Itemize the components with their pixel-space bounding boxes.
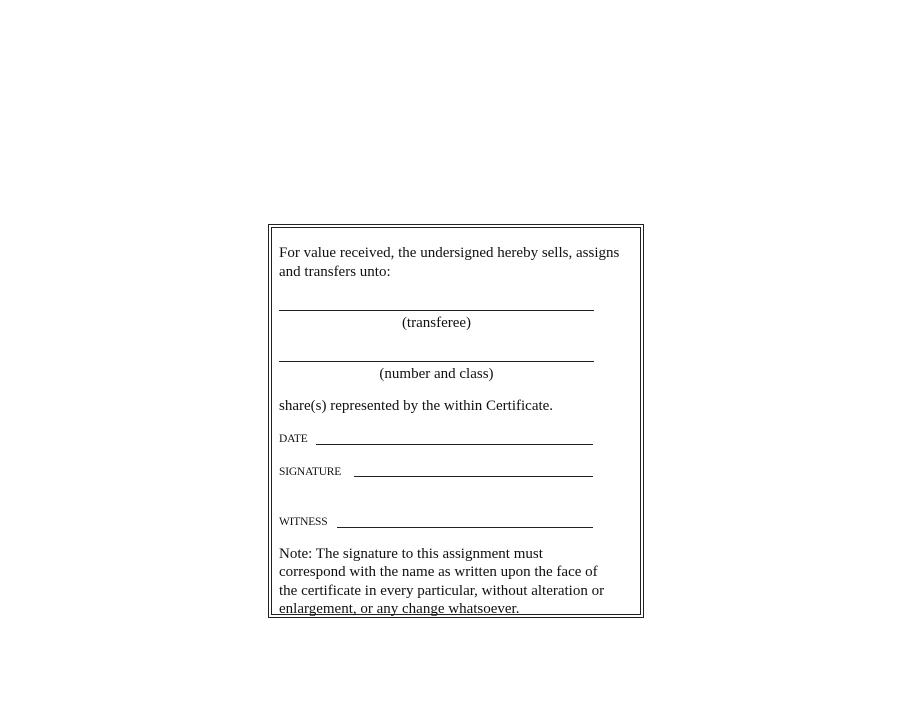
note-line-1: Note: The signature to this assignment must xyxy=(279,546,543,562)
intro-text-line-1: For value received, the undersigned hereby sells, assigns xyxy=(279,245,620,261)
number-class-caption: (number and class) xyxy=(379,366,494,382)
transferee-blank-line[interactable] xyxy=(279,310,594,311)
shares-text: share(s) represented by the within Certificate. xyxy=(279,398,554,414)
witness-label: WITNESS xyxy=(279,516,328,528)
signature-blank-line[interactable] xyxy=(354,476,593,477)
note-line-3: the certificate in every particular, without alteration or xyxy=(279,583,605,599)
stock-assignment-form xyxy=(268,224,644,618)
number-class-blank-line[interactable] xyxy=(279,361,594,362)
form-inner-border xyxy=(271,227,641,615)
date-blank-line[interactable] xyxy=(316,444,593,445)
intro-text-line-2: and transfers unto: xyxy=(279,264,391,280)
date-label: DATE xyxy=(279,433,308,445)
note-line-2: correspond with the name as written upon the face of xyxy=(279,564,598,580)
signature-label: SIGNATURE xyxy=(279,466,342,478)
transferee-caption: (transferee) xyxy=(401,315,472,331)
witness-blank-line[interactable] xyxy=(337,527,593,528)
note-line-4: enlargement, or any change whatsoever. xyxy=(279,601,520,617)
